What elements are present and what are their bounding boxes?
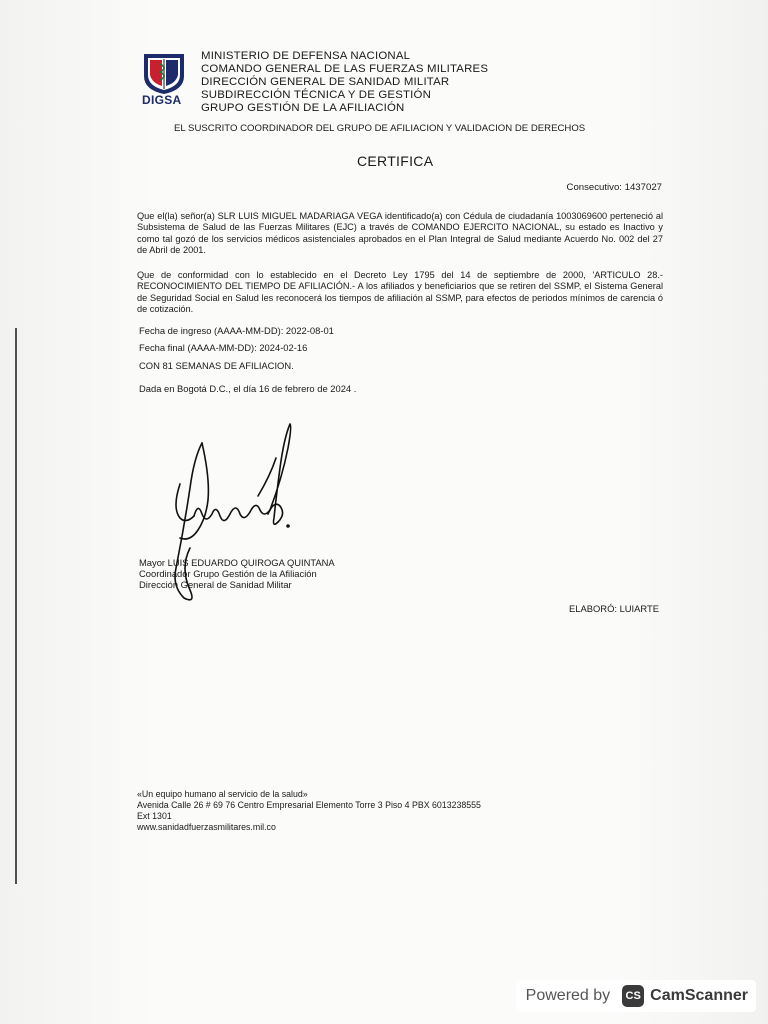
camscanner-logo-icon: CS [622, 985, 644, 1007]
signer-block [139, 557, 335, 591]
decree-paragraph: Que de conformidad con lo establecido en el Decreto Ley 1795 del 14 de septiembre de 2000, 'ARTICULO 28.- RECONOCIMIENTO DEL TIEMPO DE AFILIACIÓN.- A los afiliados y beneficiarios que se retiren del SSMP, el Sistema General de Seguridad Social en Salud les reconocerá los tiempos de afiliación al SSMP, para efectos de periodos mínimos de carencia ó de cotización. [137, 270, 663, 315]
consecutive-number: Consecutivo: 1437027 [566, 182, 662, 193]
affiliation-paragraph: Que el(la) señor(a) SLR LUIS MIGUEL MADARIAGA VEGA identificado(a) con Cédula de ciudadanía 1003069600 perteneció al Subsistema de Salud de las Fuerzas Militares (EJC) a través de COMANDO EJERCITO NACIONAL, su estado es Inactivo y como tal gozó de los servicios médicos asistenciales aprobados en el Plan Integral de Salud mediante Acuerdo No. 002 del 27 de Abril de 2001. [137, 211, 663, 256]
suscrito-line: EL SUSCRITO COORDINADOR DEL GRUPO DE AFILIACION Y VALIDACION DE DERECHOS [174, 123, 586, 134]
issue-date-line: Dada en Bogotá D.C., el día 16 de febrero de 2024 . [139, 383, 357, 394]
header-line: SUBDIRECCIÓN TÉCNICA Y DE GESTIÓN [201, 89, 432, 101]
header-line: MINISTERIO DE DEFENSA NACIONAL [201, 50, 411, 62]
header-line: GRUPO GESTIÓN DE LA AFILIACIÓN [201, 102, 405, 114]
footer-block [137, 789, 481, 833]
signer-role: Coordinador Grupo Gestión de la Afiliación [139, 568, 317, 580]
weeks-count: CON 81 SEMANAS DE AFILIACION. [139, 360, 294, 371]
footer-ext: Ext 1301 [137, 811, 172, 821]
prepared-by: ELABORÓ: LUIARTE [569, 603, 659, 614]
institution-header [201, 50, 488, 115]
signer-office: Dirección General de Sanidad Militar [139, 579, 292, 591]
document-title: CERTIFICA [357, 153, 434, 169]
footer-website[interactable]: www.sanidadfuerzasmilitares.mil.co [137, 822, 276, 832]
logo-label: DIGSA [142, 93, 182, 107]
footer-address: Avenida Calle 26 # 69 76 Centro Empresarial Elemento Torre 3 Piso 4 PBX 6013238555 [137, 800, 481, 810]
camscanner-brand: CamScanner [650, 987, 748, 1004]
header-line: COMANDO GENERAL DE LAS FUERZAS MILITARES [201, 63, 489, 75]
end-date: Fecha final (AAAA-MM-DD): 2024-02-16 [139, 342, 308, 353]
signer-name: Mayor LUIS EDUARDO QUIROGA QUINTANA [139, 557, 335, 568]
scan-edge-line [15, 328, 17, 884]
footer-slogan: «Un equipo humano al servicio de la salud» [137, 789, 308, 799]
header-line: DIRECCIÓN GENERAL DE SANIDAD MILITAR [201, 76, 450, 88]
powered-by-label: Powered by [525, 987, 611, 1004]
start-date: Fecha de ingreso (AAAA-MM-DD): 2022-08-01 [139, 325, 334, 336]
camscanner-watermark [516, 980, 756, 1012]
